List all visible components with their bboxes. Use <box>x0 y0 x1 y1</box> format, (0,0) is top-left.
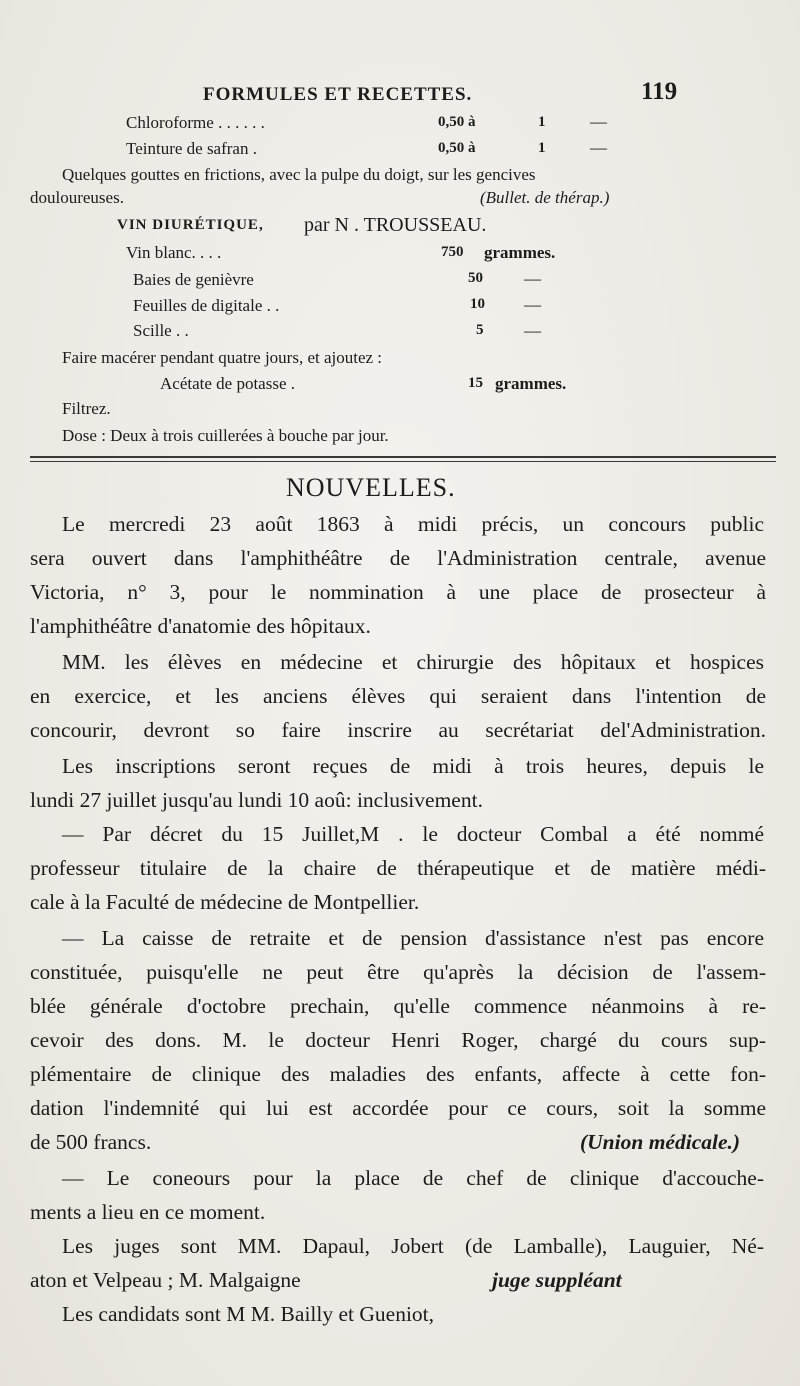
recipe2-row-amount: 5 <box>476 322 484 338</box>
recipe1-row-amount: 0,50 à <box>438 114 476 130</box>
recipe2-row-unit: — <box>524 269 541 288</box>
paragraph-line: cale à la Faculté de médecine de Montpellier. <box>30 890 420 914</box>
recipe2-title: VIN DIURÉTIQUE, <box>117 217 264 233</box>
paragraph-line: ments a lieu en ce moment. <box>30 1200 266 1224</box>
recipe2-row-name: Baies de genièvre <box>133 270 254 289</box>
running-title: FORMULES ET RECETTES. <box>203 84 473 105</box>
paragraph-line: dation l'indemnité qui lui est accordée pour ce cours, soit la somme <box>30 1096 766 1120</box>
recipe2-row-unit: grammes. <box>484 243 556 262</box>
paragraph-line: blée générale d'octobre prechain, qu'elle commence néanmoins à re- <box>30 994 766 1018</box>
recipe2-row-amount: 750 <box>441 244 464 260</box>
recipe2-dose: Dose : Deux à trois cuillerées à bouche par jour. <box>62 426 389 445</box>
recipe2-acetate-name: Acétate de potasse . <box>160 374 295 393</box>
paragraph-line: aton et Velpeau ; M. Malgaigne <box>30 1268 301 1292</box>
juge-suppleant: juge suppléant <box>492 1268 622 1292</box>
recipe2-row-amount: 50 <box>468 270 483 286</box>
recipe1-row-name: Teinture de safran . <box>126 139 257 158</box>
paragraph-line: Les candidats sont M M. Bailly et Gueniot, <box>62 1302 435 1326</box>
paragraph-line: sera ouvert dans l'amphithéâtre de l'Administration centrale, avenue <box>30 546 766 570</box>
recipe2-row-name: Vin blanc. . . . <box>126 243 222 262</box>
recipe1-row-dash: — <box>590 138 607 157</box>
paragraph-line: Les inscriptions seront reçues de midi à trois heures, depuis le <box>62 754 764 778</box>
recipe2-row-name: Scille . . <box>133 321 189 340</box>
paragraph-line: cevoir des dons. M. le docteur Henri Roger, chargé du cours sup- <box>30 1028 766 1052</box>
paragraph-line: en exercice, et les anciens élèves qui seraient dans l'intention de <box>30 684 766 708</box>
recipe2-macerate: Faire macérer pendant quatre jours, et ajoutez : <box>62 348 383 367</box>
recipe1-instruction-line: douloureuses. <box>30 188 124 207</box>
recipe2-row-unit: — <box>524 321 541 340</box>
paragraph-line: MM. les élèves en médecine et chirurgie des hôpitaux et hospices <box>62 650 764 674</box>
separator-rule <box>30 461 776 462</box>
paragraph-line: Les juges sont MM. Dapaul, Jobert (de Lamballe), Lauguier, Né- <box>62 1234 764 1258</box>
recipe1-source: (Bullet. de thérap.) <box>480 188 610 207</box>
paragraph-line: Victoria, n° 3, pour le nommination à une place de prosecteur à <box>30 580 766 604</box>
recipe1-row-amount2: 1 <box>538 140 546 156</box>
paragraph-line: — La caisse de retraite et de pension d'assistance n'est pas encore <box>62 926 764 950</box>
separator-rule <box>30 456 776 458</box>
recipe2-acetate-unit: grammes. <box>495 374 567 393</box>
paragraph-line: lundi 27 juillet jusqu'au lundi 10 aoû: inclusivement. <box>30 788 483 812</box>
paragraph-line: Le mercredi 23 août 1863 à midi précis, un concours public <box>62 512 764 536</box>
recipe2-row-unit: — <box>524 295 541 314</box>
paragraph-line: concourir, devront so faire inscrire au secrétariat del'Administration. <box>30 718 766 742</box>
recipe2-row-amount: 10 <box>470 296 485 312</box>
recipe1-row-amount2: 1 <box>538 114 546 130</box>
recipe1-instruction-line: Quelques gouttes en frictions, avec la pulpe du doigt, sur les gencives <box>62 165 536 184</box>
page-number: 119 <box>641 78 678 105</box>
paragraph-line: de 500 francs. <box>30 1130 152 1154</box>
paragraph-line: constituée, puisqu'elle ne peut être qu'après la décision de l'assem- <box>30 960 766 984</box>
paragraph-line: l'amphithéâtre d'anatomie des hôpitaux. <box>30 614 371 638</box>
paragraph-line: plémentaire de clinique des maladies des enfants, affecte à cette fon- <box>30 1062 766 1086</box>
recipe2-filter: Filtrez. <box>62 399 111 418</box>
paragraph-line: — Par décret du 15 Juillet,M . le docteur Combal a été nommé <box>62 822 764 846</box>
source-citation: (Union médicale.) <box>580 1130 741 1154</box>
recipe2-author: par N . TROUSSEAU. <box>304 214 487 236</box>
paragraph-line: professeur titulaire de la chaire de thérapeutique et de matière médi- <box>30 856 766 880</box>
section-heading: NOUVELLES. <box>286 473 456 502</box>
paragraph-line: — Le coneours pour la place de chef de clinique d'accouche- <box>62 1166 764 1190</box>
recipe1-row-dash: — <box>590 112 607 131</box>
recipe2-acetate-amount: 15 <box>468 375 483 391</box>
recipe2-row-name: Feuilles de digitale . . <box>133 296 280 315</box>
recipe1-row-amount: 0,50 à <box>438 140 476 156</box>
recipe1-row-name: Chloroforme . . . . . . <box>126 113 265 132</box>
